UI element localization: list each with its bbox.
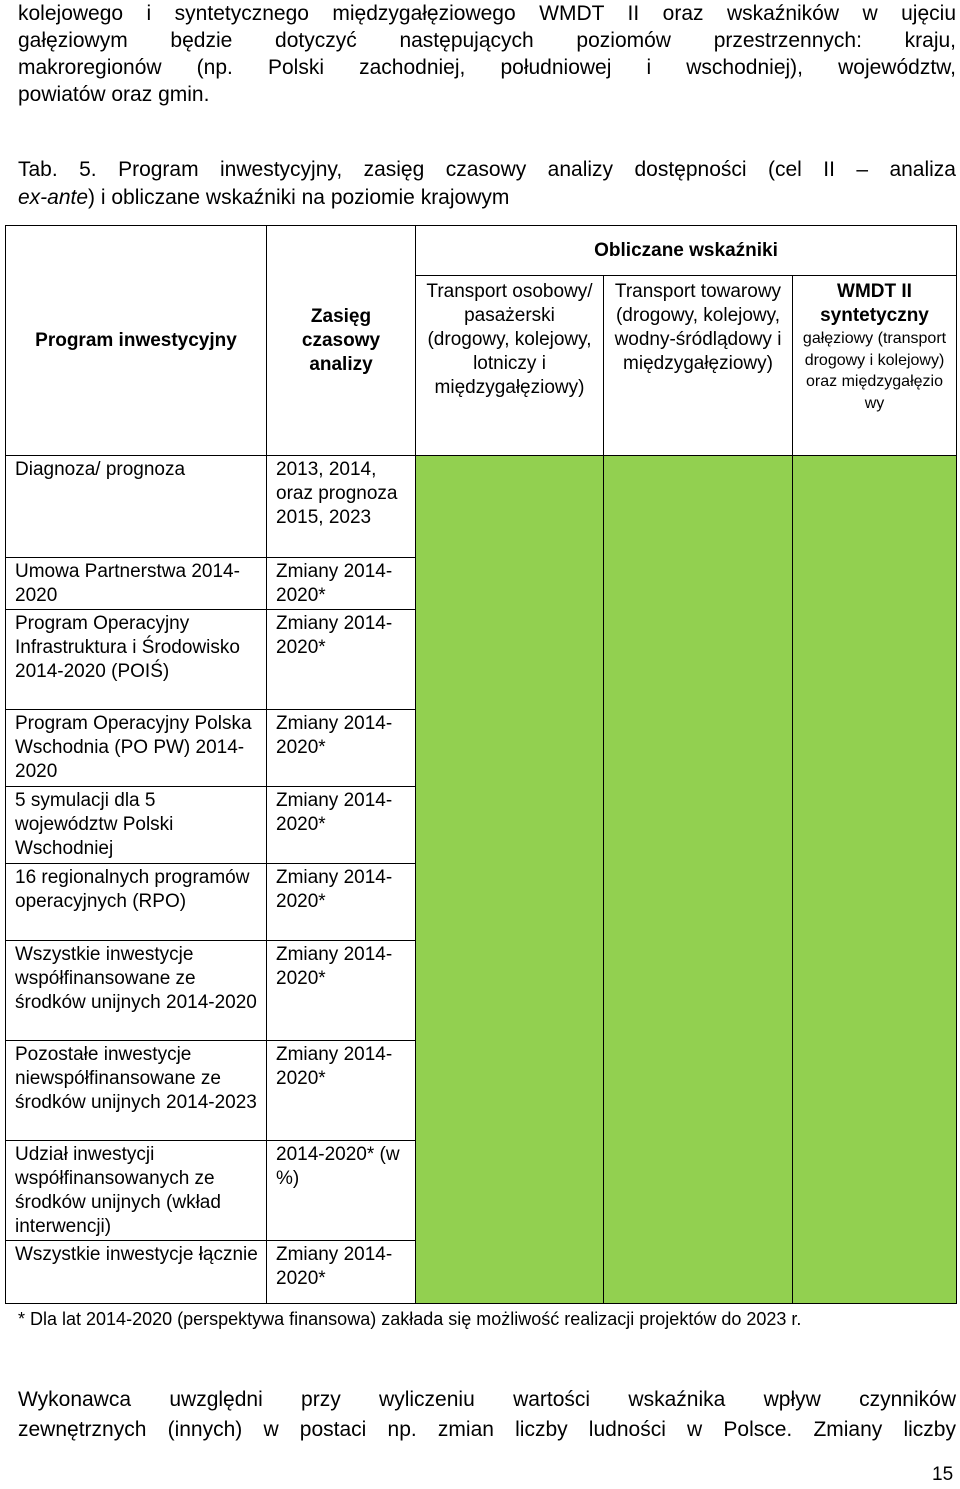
passenger-indicator-fill	[416, 456, 604, 1304]
row-program: Wszystkie inwestycje łącznie	[6, 1241, 267, 1304]
row-scope: Zmiany 2014-2020*	[267, 787, 416, 864]
freight-indicator-fill	[604, 456, 793, 1304]
row-program: Umowa Partnerstwa 2014-2020	[6, 558, 267, 610]
intro-line: gałęziowym będzie dotyczyć następujących poziomów przestrzennych: kraju,	[18, 29, 956, 52]
header-scope: Zasięg czasowy analizy	[267, 226, 416, 456]
header-wmdt	[793, 276, 957, 456]
row-program: Diagnoza/ prognoza	[6, 456, 267, 558]
row-scope: Zmiany 2014-2020*	[267, 864, 416, 941]
caption-line: Tab. 5. Program inwestycyjny, zasięg czasowy analizy dostępności (cel II – analiza	[18, 158, 956, 181]
row-program: Program Operacyjny Infrastruktura i Środowisko 2014-2020 (POIŚ)	[6, 610, 267, 710]
page-number: 15	[932, 1464, 954, 1485]
row-scope: Zmiany 2014-2020*	[267, 610, 416, 710]
header-program: Program inwestycyjny	[6, 226, 267, 456]
wmdt-rest: gałęziowy (transport drogowy i kolejowy) oraz międzygałęzio wy	[802, 330, 947, 412]
row-scope: 2014-2020* (w %)	[267, 1141, 416, 1241]
row-program: 5 symulacji dla 5 województw Polski Wschodniej	[6, 787, 267, 864]
wmdt-title: WMDT II syntetyczny	[820, 281, 929, 326]
header-freight: Transport towarowy (drogowy, kolejowy, wodny-śródlądowy i międzygałęziowy)	[604, 276, 793, 456]
row-scope: Zmiany 2014-2020*	[267, 710, 416, 787]
row-scope: Zmiany 2014-2020*	[267, 1241, 416, 1304]
row-scope: Zmiany 2014-2020*	[267, 558, 416, 610]
caption-rest: ) i obliczane wskaźniki na poziomie krajowym	[88, 186, 510, 209]
caption-line	[18, 184, 956, 212]
investment-table	[5, 225, 957, 1304]
table-caption	[18, 156, 956, 212]
row-program: Program Operacyjny Polska Wschodnia (PO PW) 2014-2020	[6, 710, 267, 787]
row-scope: 2013, 2014, oraz prognoza 2015, 2023	[267, 456, 416, 558]
caption-italic: ex-ante	[18, 186, 89, 209]
paragraph-line: Wykonawca uwzględni przy wyliczeniu wartości wskaźnika wpływ czynników	[18, 1388, 956, 1411]
table-footnote: * Dla lat 2014-2020 (perspektywa finansowa) zakłada się możliwość realizacji projektów do 2023 r.	[18, 1309, 802, 1329]
row-program: Wszystkie inwestycje współfinansowane ze środków unijnych 2014-2020	[6, 941, 267, 1041]
intro-paragraph	[18, 0, 956, 108]
row-scope: Zmiany 2014-2020*	[267, 941, 416, 1041]
row-program: 16 regionalnych programów operacyjnych (RPO)	[6, 864, 267, 941]
body-paragraph	[18, 1385, 956, 1445]
row-program: Udział inwestycji współfinansowanych ze środków unijnych (wkład interwencji)	[6, 1141, 267, 1241]
intro-line: powiatów oraz gmin.	[18, 83, 210, 106]
header-passenger: Transport osobowy/ pasażerski (drogowy, kolejowy, lotniczy i międzygałęziowy)	[416, 276, 604, 456]
intro-line: kolejowego i syntetycznego międzygałęziowego WMDT II oraz wskaźników w ujęciu	[18, 2, 956, 25]
row-scope: Zmiany 2014-2020*	[267, 1041, 416, 1141]
intro-line: makroregionów (np. Polski zachodniej, południowej i wschodniej), województw,	[18, 56, 956, 79]
wmdt-indicator-fill	[793, 456, 957, 1304]
paragraph-line: zewnętrznych (innych) w postaci np. zmian liczby ludności w Polsce. Zmiany liczby	[18, 1418, 956, 1441]
header-indicators: Obliczane wskaźniki	[416, 226, 957, 276]
row-program: Pozostałe inwestycje niewspółfinansowane ze środków unijnych 2014-2023	[6, 1041, 267, 1141]
